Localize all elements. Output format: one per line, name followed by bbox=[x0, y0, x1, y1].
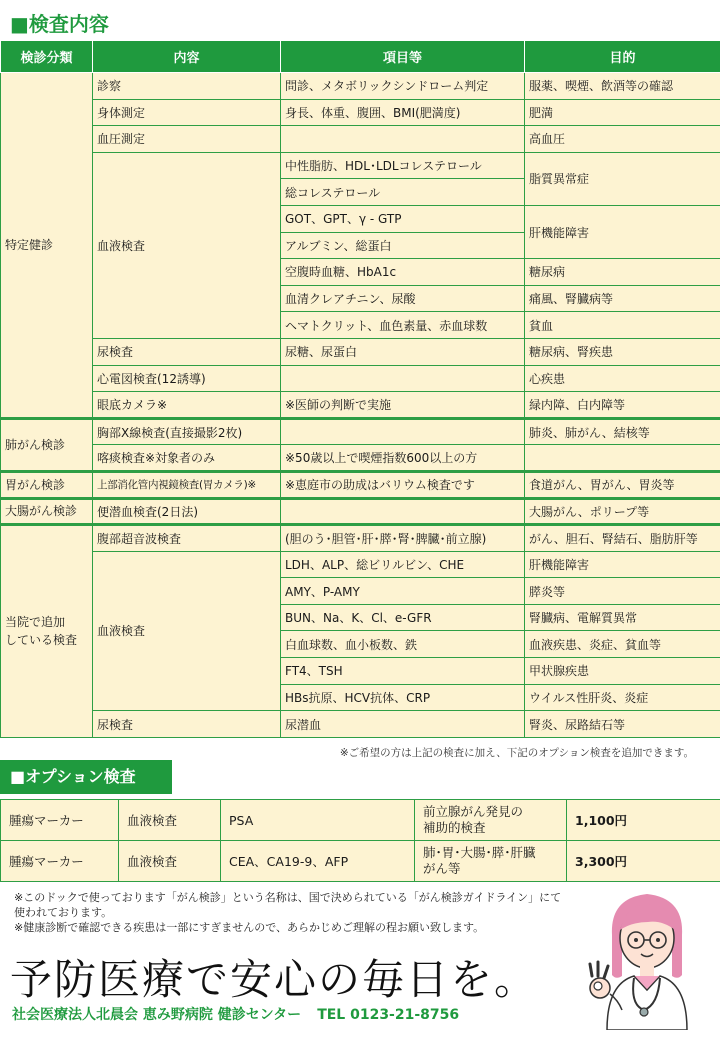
option-category: 腫瘍マーカー bbox=[1, 800, 119, 841]
table-row bbox=[1, 471, 720, 498]
exam-item: 問診、メタボリックシンドローム判定 bbox=[281, 73, 525, 100]
footnote-disclaimer: ※健康診断で確認できる疾患は一部にすぎませんので、あらかじめご理解の程お願い致します。 bbox=[14, 921, 485, 934]
exam-item: ※50歳以上で喫煙指数600以上の方 bbox=[281, 445, 525, 472]
exam-content: 診察 bbox=[93, 73, 281, 100]
exam-item: ※恵庭市の助成はバリウム検査です bbox=[281, 471, 525, 498]
exam-item: HBs抗原、HCV抗体、CRP bbox=[281, 684, 525, 711]
section-title: ■検査内容 bbox=[10, 12, 109, 36]
exam-item: 身長、体重、腹囲、BMI(肥満度) bbox=[281, 99, 525, 126]
exam-purpose: 腎臓病、電解質異常 bbox=[525, 604, 720, 631]
table-row bbox=[1, 338, 720, 365]
exam-table-body bbox=[1, 73, 720, 738]
exam-purpose: 肥満 bbox=[525, 99, 720, 126]
exam-item: 総コレステロール bbox=[281, 179, 525, 206]
exam-table-header bbox=[1, 41, 720, 73]
exam-category: 胃がん検診 bbox=[1, 471, 93, 498]
exam-item bbox=[281, 365, 525, 392]
option-note: ※ご希望の方は上記の検査に加え、下記のオプション検査を追加できます。 bbox=[339, 747, 694, 759]
exam-item bbox=[281, 126, 525, 153]
option-purpose: 前立腺がん発見の 補助的検査 bbox=[415, 800, 567, 841]
table-row bbox=[1, 711, 720, 738]
exam-purpose: 心疾患 bbox=[525, 365, 720, 392]
exam-content: 血液検査 bbox=[93, 551, 281, 711]
exam-content: 上部消化管内視鏡検査(胃カメラ)※ bbox=[93, 471, 281, 498]
option-section-title: ■オプション検査 bbox=[0, 760, 172, 794]
option-purpose: 肺･胃･大腸･膵･肝臓 がん等 bbox=[415, 841, 567, 882]
exam-purpose bbox=[525, 445, 720, 472]
exam-purpose: ウイルス性肝炎、炎症 bbox=[525, 684, 720, 711]
exam-content: 身体測定 bbox=[93, 99, 281, 126]
table-row bbox=[1, 152, 720, 179]
exam-purpose: 貧血 bbox=[525, 312, 720, 339]
exam-item: FT4、TSH bbox=[281, 658, 525, 685]
exam-item: 白血球数、血小板数、鉄 bbox=[281, 631, 525, 658]
table-row bbox=[1, 418, 720, 445]
option-price: 1,100円 bbox=[567, 800, 720, 841]
exam-item: 尿潜血 bbox=[281, 711, 525, 738]
exam-item: 尿糖、尿蛋白 bbox=[281, 338, 525, 365]
exam-content: 血圧測定 bbox=[93, 126, 281, 153]
exam-purpose: 腎炎、尿路結石等 bbox=[525, 711, 720, 738]
exam-purpose: 糖尿病、腎疾患 bbox=[525, 338, 720, 365]
exam-item: 中性脂肪、HDL･LDLコレステロール bbox=[281, 152, 525, 179]
header-purpose: 目的 bbox=[525, 41, 720, 73]
exam-item: 空腹時血糖、HbA1c bbox=[281, 259, 525, 286]
exam-content: 眼底カメラ※ bbox=[93, 392, 281, 419]
exam-item bbox=[281, 418, 525, 445]
exam-category: 大腸がん検診 bbox=[1, 498, 93, 525]
exam-item: (胆のう･胆管･肝･膵･腎･脾臓･前立腺) bbox=[281, 525, 525, 552]
exam-item: アルブミン、総蛋白 bbox=[281, 232, 525, 259]
nurse-ok-gesture-icon bbox=[582, 880, 712, 1030]
table-row bbox=[1, 365, 720, 392]
option-items: PSA bbox=[221, 800, 415, 841]
exam-purpose: 糖尿病 bbox=[525, 259, 720, 286]
exam-content: 喀痰検査※対象者のみ bbox=[93, 445, 281, 472]
exam-content: 胸部X線検査(直接撮影2枚) bbox=[93, 418, 281, 445]
exam-item: AMY、P-AMY bbox=[281, 578, 525, 605]
exam-content: 尿検査 bbox=[93, 711, 281, 738]
option-table bbox=[0, 799, 720, 882]
exam-item: ヘマトクリット、血色素量、赤血球数 bbox=[281, 312, 525, 339]
option-type: 血液検査 bbox=[119, 800, 221, 841]
option-category: 腫瘍マーカー bbox=[1, 841, 119, 882]
exam-purpose: 服薬、喫煙、飲酒等の確認 bbox=[525, 73, 720, 100]
slogan: 予防医療で安心の毎日を。 bbox=[10, 955, 539, 1004]
option-row bbox=[1, 800, 720, 841]
exam-item: LDH、ALP、総ビリルビン、CHE bbox=[281, 551, 525, 578]
option-row bbox=[1, 841, 720, 882]
exam-category: 当院で追加 している検査 bbox=[1, 525, 93, 738]
exam-content: 心電図検査(12誘導) bbox=[93, 365, 281, 392]
exam-purpose: 肝機能障害 bbox=[525, 551, 720, 578]
exam-purpose: 大腸がん、ポリープ等 bbox=[525, 498, 720, 525]
footnote-guideline: ※このドックで使っております「がん検診」という名称は、国で決められている「がん検診ガイドライン」にて 使われております。 bbox=[14, 891, 562, 919]
exam-purpose: がん、胆石、腎結石、脂肪肝等 bbox=[525, 525, 720, 552]
exam-item bbox=[281, 498, 525, 525]
exam-purpose: 甲状腺疾患 bbox=[525, 658, 720, 685]
header-content: 内容 bbox=[93, 41, 281, 73]
organization-name: 社会医療法人北晨会 恵み野病院 健診センター bbox=[12, 1007, 302, 1023]
exam-item: ※医師の判断で実施 bbox=[281, 392, 525, 419]
table-row bbox=[1, 445, 720, 472]
exam-content: 血液検査 bbox=[93, 152, 281, 338]
exam-item: GOT、GPT、γ - GTP bbox=[281, 205, 525, 232]
option-items: CEA、CA19-9、AFP bbox=[221, 841, 415, 882]
table-row bbox=[1, 73, 720, 100]
exam-purpose: 膵炎等 bbox=[525, 578, 720, 605]
exam-purpose: 肝機能障害 bbox=[525, 205, 720, 258]
exam-purpose: 肺炎、肺がん、結核等 bbox=[525, 418, 720, 445]
header-items: 項目等 bbox=[281, 41, 525, 73]
exam-purpose: 高血圧 bbox=[525, 126, 720, 153]
exam-category: 特定健診 bbox=[1, 73, 93, 419]
option-type: 血液検査 bbox=[119, 841, 221, 882]
exam-content: 便潜血検査(2日法) bbox=[93, 498, 281, 525]
exam-content: 尿検査 bbox=[93, 338, 281, 365]
organization-footer bbox=[12, 1004, 459, 1024]
telephone-number: TEL 0123-21-8756 bbox=[317, 1007, 460, 1023]
exam-purpose: 血液疾患、炎症、貧血等 bbox=[525, 631, 720, 658]
exam-purpose: 食道がん、胃がん、胃炎等 bbox=[525, 471, 720, 498]
table-row bbox=[1, 551, 720, 578]
exam-category: 肺がん検診 bbox=[1, 418, 93, 471]
exam-purpose: 緑内障、白内障等 bbox=[525, 392, 720, 419]
table-row bbox=[1, 392, 720, 419]
table-row bbox=[1, 498, 720, 525]
table-row bbox=[1, 525, 720, 552]
exam-content: 腹部超音波検査 bbox=[93, 525, 281, 552]
header-category: 検診分類 bbox=[1, 41, 93, 73]
table-row bbox=[1, 126, 720, 153]
exam-table bbox=[0, 40, 720, 738]
exam-item: BUN、Na、K、Cl、e-GFR bbox=[281, 604, 525, 631]
option-price: 3,300円 bbox=[567, 841, 720, 882]
exam-purpose: 痛風、腎臓病等 bbox=[525, 285, 720, 312]
exam-item: 血清クレアチニン、尿酸 bbox=[281, 285, 525, 312]
table-row bbox=[1, 99, 720, 126]
exam-purpose: 脂質異常症 bbox=[525, 152, 720, 205]
